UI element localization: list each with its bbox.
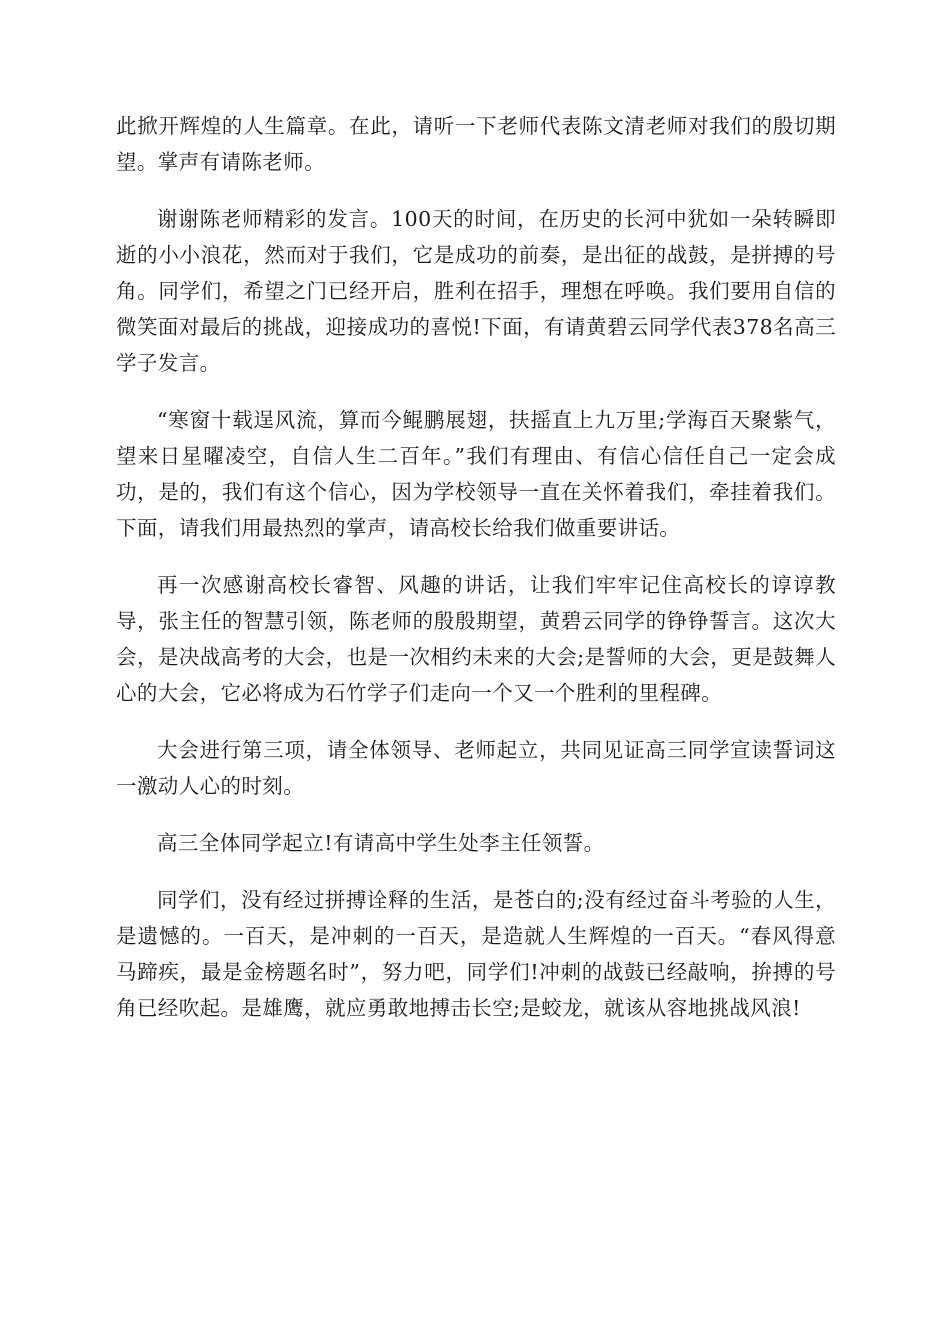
paragraph-6: 高三全体同学起立!有请高中学生处李主任领誓。 (157, 831, 605, 855)
paragraph-7: 同学们，没有经过拼搏诠释的生活，是苍白的;没有经过奋斗考验的人生，是遗憾的。一百天，是冲刺的一百天，是造就人生辉煌的一百天。“春风得意马蹄疾，最是金榜题名时”，努力吧，同学们!冲刺的战鼓已经敲响，拚搏的号角已经吹起。是雄鹰，就应勇敢地搏击长空;是蛟龙，就该从容地挑战风浪! (116, 888, 836, 1020)
document-body (116, 108, 836, 1047)
paragraph-4: 再一次感谢高校长睿智、风趣的讲话，让我们牢牢记住高校长的谆谆教导，张主任的智慧引领，陈老师的殷殷期望，黄碧云同学的铮铮誓言。这次大会，是决战高考的大会，也是一次相约未来的大会;是誓师的大会，更是鼓舞人心的大会，它必将成为石竹学子们走向一个又一个胜利的里程碑。 (116, 573, 836, 705)
paragraph-1: 此掀开辉煌的人生篇章。在此，请听一下老师代表陈文清老师对我们的殷切期望。掌声有请陈老师。 (116, 114, 836, 174)
paragraph-3: “寒窗十载逞风流，算而今鲲鹏展翅，扶摇直上九万里;学海百天聚紫气，望来日星曜凌空，自信人生二百年。”我们有理由、有信心信任自己一定会成功，是的，我们有这个信心，因为学校领导一直在关怀着我们，牵挂着我们。下面，请我们用最热烈的掌声，请高校长给我们做重要讲话。 (116, 408, 836, 540)
paragraph-2: 谢谢陈老师精彩的发言。100天的时间，在历史的长河中犹如一朵转瞬即逝的小小浪花，然而对于我们，它是成功的前奏，是出征的战鼓，是拼搏的号角。同学们，希望之门已经开启，胜利在招手，理想在呼唤。我们要用自信的微笑面对最后的挑战，迎接成功的喜悦!下面，有请黄碧云同学代表378名高三学子发言。 (116, 207, 836, 375)
paragraph-5: 大会进行第三项，请全体领导、老师起立，共同见证高三同学宣读誓词这一激动人心的时刻。 (116, 738, 836, 798)
